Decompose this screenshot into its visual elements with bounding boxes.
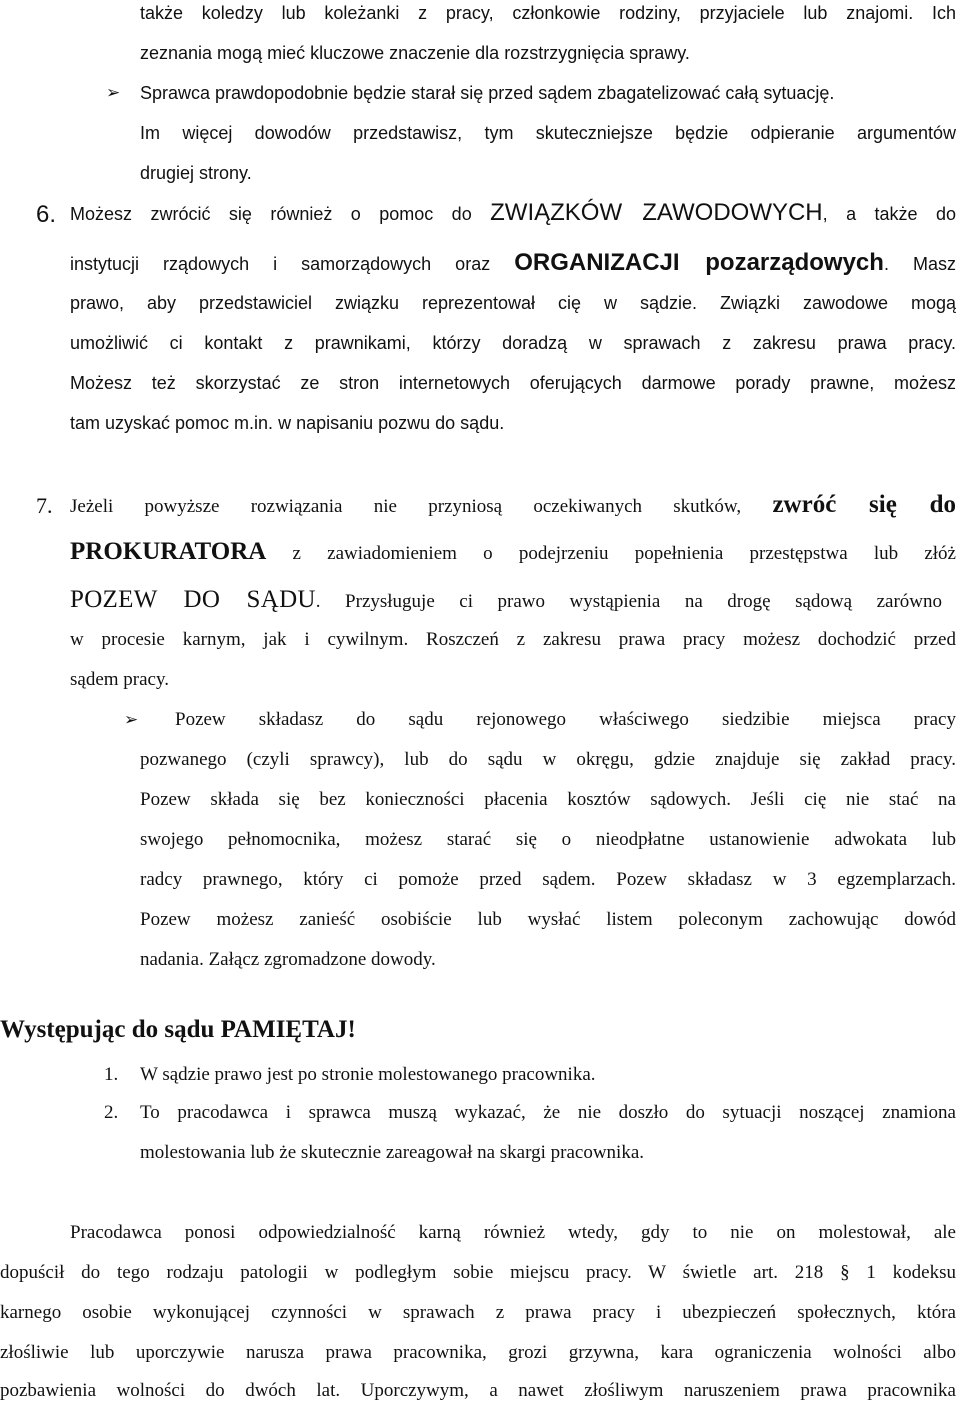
- item-7-line-2: PROKURATORA z zawiadomieniem o podejrzeniu popełnienia przestępstwa lub złóż: [70, 538, 956, 565]
- pozew-line-3: Pozew składa się bez konieczności płacenia kosztów sądowych. Jeśli cię nie stać na: [140, 789, 956, 810]
- bullet-text: Im więcej dowodów przedstawisz, tym skuteczniejsze będzie odpieranie argumentów: [140, 123, 956, 143]
- section-heading: Występując do sądu PAMIĘTAJ!: [0, 1016, 356, 1043]
- item-7-line-4: w procesie karnym, jak i cywilnym. Roszczeń z zakresu prawa pracy możesz dochodzić przed: [70, 629, 956, 650]
- bullet-text: Sprawca prawdopodobnie będzie starał się przed sądem zbagatelizować całą sytuację.: [140, 83, 835, 103]
- pozew-line-4: swojego pełnomocnika, możesz starać się o nieodpłatne ustanowienie adwokata lub: [140, 829, 956, 850]
- item-7-line-1: Jeżeli powyższe rozwiązania nie przyniosą oczekiwanych skutków, zwróć się do: [70, 491, 956, 518]
- list-item: W sądzie prawo jest po stronie molestowanego pracownika.: [140, 1064, 596, 1085]
- bullet-arrow-icon: ➢: [124, 710, 139, 730]
- paragraph-line: Pracodawca ponosi odpowiedzialność karną również wtedy, gdy to nie on molestował, ale: [70, 1222, 956, 1243]
- paragraph-line: złośliwie lub uporczywie narusza prawa pracownika, grozi grzywna, kara ograniczenia wolności albo: [0, 1342, 956, 1363]
- list-number: 2.: [104, 1102, 119, 1123]
- pozew-line-7: nadania. Załącz zgromadzone dowody.: [140, 949, 436, 970]
- paragraph-line: karnego osobie wykonującej czynności w sprawach z prawa pracy i ubezpieczeń społecznych, która: [0, 1302, 956, 1323]
- pozew-line-1: Pozew składasz do sądu rejonowego właściwego siedzibie miejsca pracy: [175, 709, 956, 730]
- bullet-text: drugiej strony.: [140, 163, 252, 183]
- list-number: 1.: [104, 1064, 119, 1085]
- item-number: 7.: [36, 493, 53, 518]
- item-6-line-5: Możesz też skorzystać ze stron internetowych oferujących darmowe porady prawne, możesz: [70, 373, 956, 393]
- list-item-continued: molestowania lub że skutecznie zareagował na skargi pracownika.: [140, 1142, 645, 1163]
- item-6-line-1: Możesz zwrócić się również o pomoc do ZWIĄZKÓW ZAWODOWYCH, a także do: [70, 199, 956, 226]
- pozew-line-2: pozwanego (czyli sprawcy), lub do sądu w okręgu, gdzie znajduje się zakład pracy.: [140, 749, 956, 770]
- text-line: także koledzy lub koleżanki z pracy, członkowie rodziny, przyjaciele lub znajomi. Ich: [140, 3, 956, 23]
- paragraph-line: pozbawienia wolności do dwóch lat. Uporczywym, a nawet złośliwym naruszeniem prawa pracownika: [0, 1380, 956, 1401]
- paragraph-line: dopuścił do tego rodzaju patologii w podległym sobie miejscu pracy. W świetle art. 218 § 1 kodeksu: [0, 1262, 956, 1283]
- item-6-line-6: tam uzyskać pomoc m.in. w napisaniu pozwu do sądu.: [70, 413, 505, 433]
- pozew-line-5: radcy prawnego, który ci pomoże przed sądem. Pozew składasz w 3 egzemplarzach.: [140, 869, 956, 890]
- item-6-line-3: prawo, aby przedstawiciel związku reprezentował cię w sądzie. Związki zawodowe mogą: [70, 293, 956, 313]
- item-number: 6.: [36, 201, 57, 228]
- text-line: zeznania mogą mieć kluczowe znaczenie dla rozstrzygnięcia sprawy.: [140, 43, 690, 63]
- item-6-line-2: instytucji rządowych i samorządowych oraz ORGANIZACJI pozarządowych. Masz: [70, 249, 956, 276]
- pozew-line-6: Pozew możesz zanieść osobiście lub wysłać listem poleconym zachowując dowód: [140, 909, 956, 930]
- item-7-line-5: sądem pracy.: [70, 669, 169, 690]
- item-6-line-4: umożliwić ci kontakt z prawnikami, którzy doradzą w sprawach z zakresu prawa pracy.: [70, 333, 956, 353]
- bullet-arrow-icon: ➢: [106, 83, 121, 103]
- item-7-line-3: POZEW DO SĄDU. Przysługuje ci prawo wystąpienia na drogę sądową zarówno: [70, 586, 942, 613]
- list-item: To pracodawca i sprawca muszą wykazać, że nie doszło do sytuacji noszącej znamiona: [140, 1102, 956, 1123]
